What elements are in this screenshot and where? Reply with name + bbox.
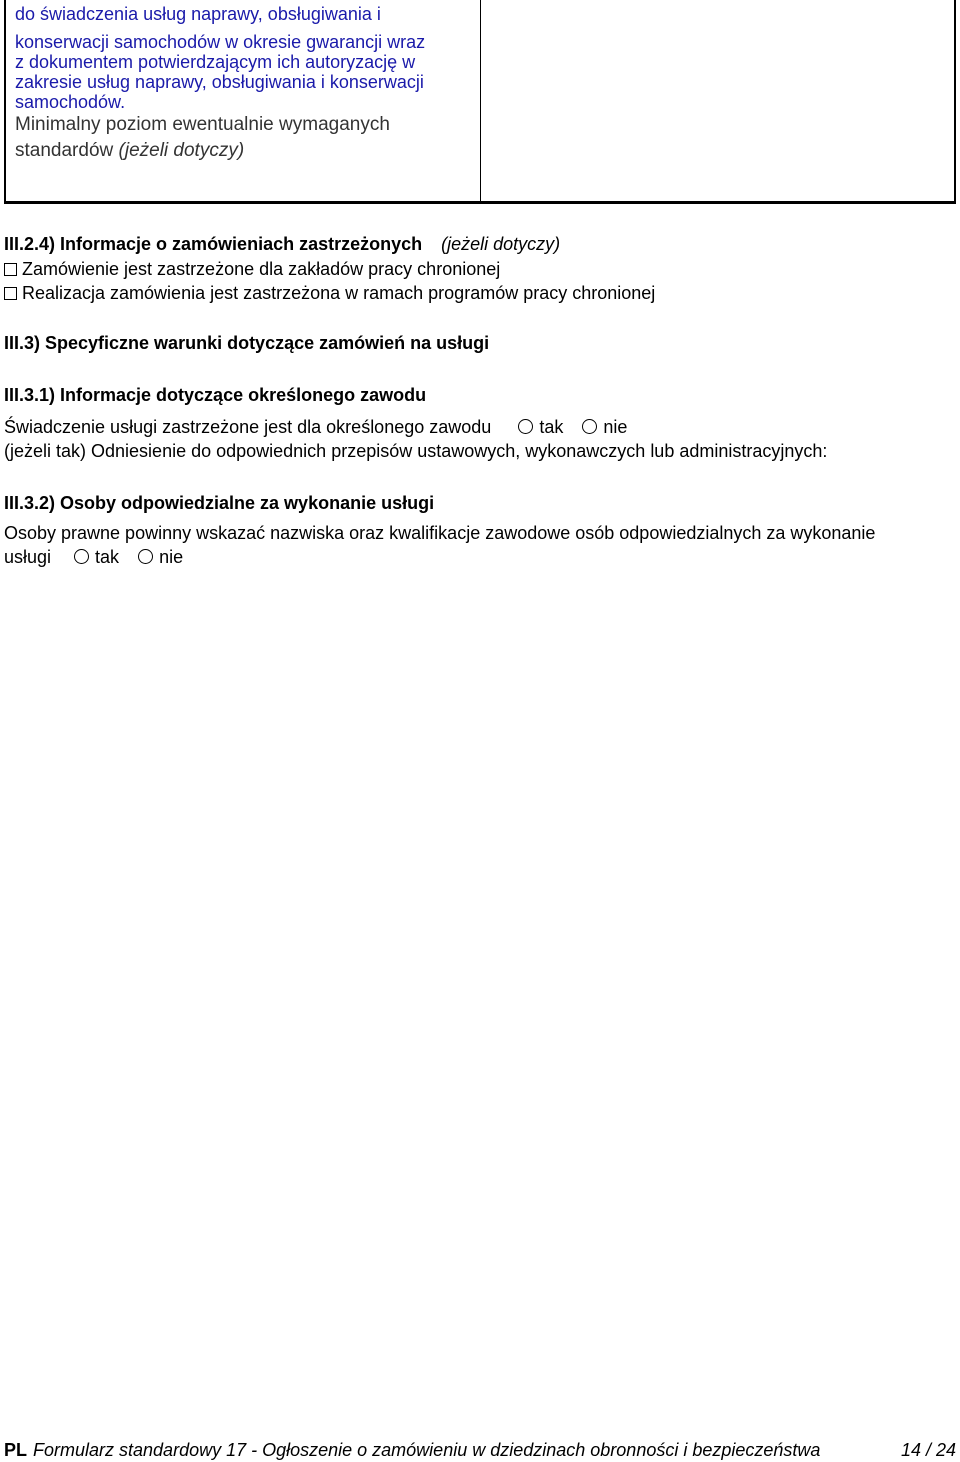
staff-names-yes-label: tak <box>95 547 120 567</box>
staff-names-text: Osoby prawne powinny wskazać nazwiska oraz kwalifikacje zawodowe osób odpowiedzialnych za wykonanie <box>4 523 876 543</box>
reserved-option-1-label: Zamówienie jest zastrzeżone dla zakładów pracy chronionej <box>22 259 501 279</box>
staff-names-question-row <box>4 547 183 568</box>
cell-text-line-6: Minimalny poziom ewentualnie wymaganych <box>15 114 390 135</box>
profession-reference-text: (jeżeli tak) Odniesienie do odpowiednich przepisów ustawowych, wykonawczych lub administracyjnych: <box>4 441 828 461</box>
table-cell-left <box>15 4 470 164</box>
staff-names-no-label: nie <box>159 547 184 567</box>
staff-names-no-option[interactable] <box>138 547 183 567</box>
staff-names-yes-option[interactable] <box>74 547 119 567</box>
profession-yes-option[interactable] <box>518 417 563 437</box>
footer-title: Formularz standardowy 17 - Ogłoszenie o zamówieniu w dziedzinach obronności i bezpieczeństwa <box>33 1440 821 1460</box>
cell-text-line-5: samochodów. <box>15 92 126 112</box>
standards-label: standardów <box>15 140 114 161</box>
radio-icon[interactable] <box>582 419 597 434</box>
section-iii-3-1-heading: III.3.1) Informacje dotyczące określonego zawodu <box>4 385 427 405</box>
section-iii-3-heading: III.3) Specyficzne warunki dotyczące zamówień na usługi <box>4 333 490 353</box>
cell-text-line-7 <box>15 138 470 164</box>
section-iii-3-2-heading: III.3.2) Osoby odpowiedzialne za wykonanie usługi <box>4 493 435 513</box>
profession-no-option[interactable] <box>582 417 627 437</box>
table-column-divider <box>480 0 481 201</box>
profession-no-label: nie <box>603 417 628 437</box>
radio-icon[interactable] <box>518 419 533 434</box>
cell-text-line-1: do świadczenia usług naprawy, obsługiwania i <box>15 4 381 24</box>
reserved-option-1[interactable] <box>4 259 500 280</box>
footer-page-number: 14 / 24 <box>900 1440 956 1460</box>
checkbox-icon[interactable] <box>4 287 17 300</box>
cell-text-line-4: zakresie usług naprawy, obsługiwania i konserwacji <box>15 72 424 92</box>
profession-question-row <box>4 417 627 438</box>
requirements-table <box>4 0 956 204</box>
reserved-option-2[interactable] <box>4 283 655 304</box>
applicability-note: (jeżeli dotyczy) <box>118 140 245 161</box>
radio-icon[interactable] <box>74 549 89 564</box>
cell-text-line-3: z dokumentem potwierdzającym ich autoryzację w <box>15 52 416 72</box>
staff-names-text-cont: usługi <box>4 547 52 567</box>
section-iii-2-4-heading: III.2.4) Informacje o zamówieniach zastrzeżonych <box>4 234 423 254</box>
profession-question: Świadczenie usługi zastrzeżone jest dla określonego zawodu <box>4 417 492 437</box>
footer-language: PL <box>4 1440 28 1460</box>
radio-icon[interactable] <box>138 549 153 564</box>
section-iii-2-4-heading-row <box>4 234 560 255</box>
page-footer <box>4 1440 956 1461</box>
checkbox-icon[interactable] <box>4 263 17 276</box>
cell-text-line-2: konserwacji samochodów w okresie gwarancji wraz <box>15 32 426 52</box>
reserved-option-2-label: Realizacja zamówienia jest zastrzeżona w ramach programów pracy chronionej <box>22 283 656 303</box>
profession-yes-label: tak <box>539 417 564 437</box>
section-iii-2-4-note: (jeżeli dotyczy) <box>441 234 561 254</box>
